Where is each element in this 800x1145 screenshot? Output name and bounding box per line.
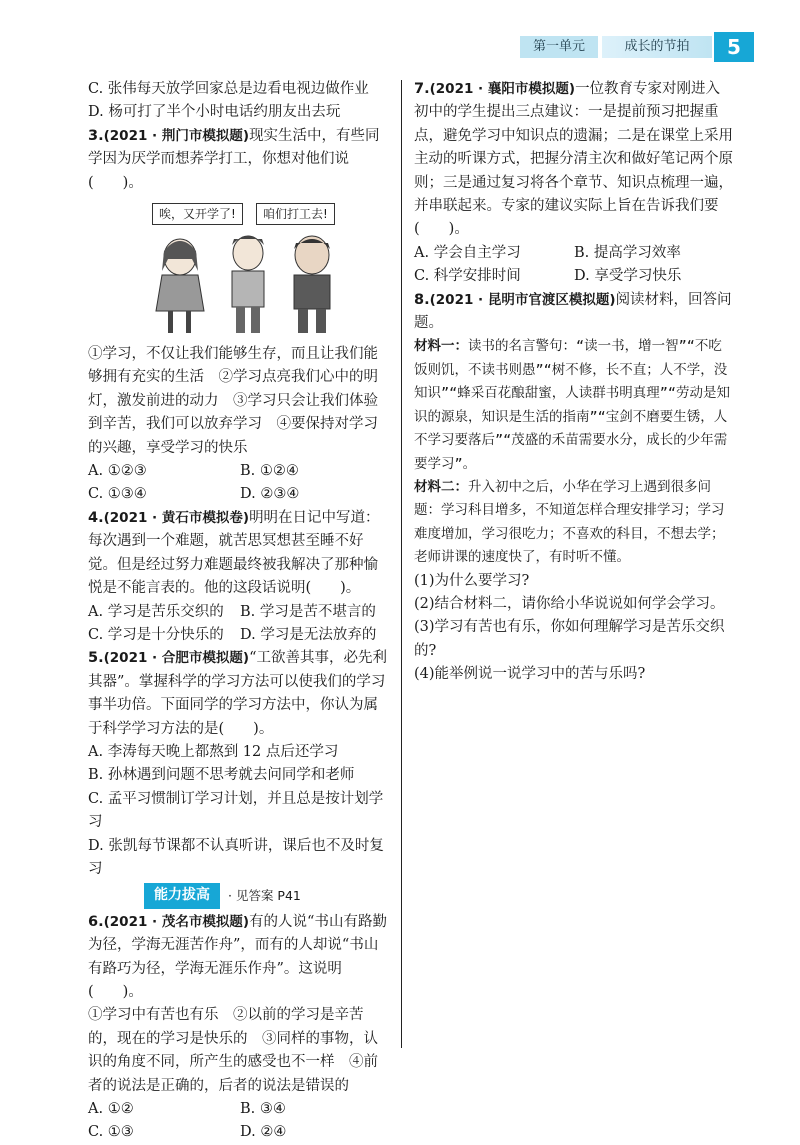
q2-option-d: D. 杨可打了半个小时电话约朋友出去玩 [88, 104, 341, 121]
material-1-text: 读书的名言警句：“读一书，增一智”“不吃饭则饥，不读书则愚”“树不修，长不直；人不学，没知识”“蜂采百花酿甜蜜，人读群书明真理”“劳动是知识的源泉，知识是生活的指南”“宝剑不磨要生锈，人不学习要落后”“茂盛的禾苗需要水分，成长的少年需要学习”。 [414, 338, 731, 472]
q5-stem: “工欲善其事，必先利其器”。掌握科学的学习方法可以使我们的学习事半功倍。下面同学的学习方法中，你认为属于科学学习方法的是( )。 [88, 650, 387, 737]
speech-bubble-1: 唉，又开学了! [152, 203, 243, 225]
q5-number: 5. [88, 650, 104, 667]
material-2 [414, 476, 734, 570]
q5-option-b: B. 孙林遇到问题不思考就去问同学和老师 [88, 767, 355, 784]
q3-illustration [118, 199, 368, 339]
section-header [88, 883, 392, 908]
q6-statements: ①学习中有苦也有乐 ②以前的学习是辛苦的，现在的学习是快乐的 ③同样的事物，认识的角度不同，所产生的感受也不一样 ④前者的说法是正确的，后者的说法是错误的 [88, 1007, 378, 1094]
right-column [414, 78, 734, 687]
q3-number: 3. [88, 127, 104, 144]
question-7 [414, 78, 734, 289]
q8-source: (2021 · 昆明市官渡区模拟题) [429, 291, 616, 308]
q3-option-a: A. ①②③ [88, 463, 147, 480]
q8-number: 8. [414, 291, 430, 308]
q7-stem: 一位教育专家对刚进入初中的学生提出三点建议：一是提前预习把握重点，避免学习中知识点的遗漏；二是在课堂上采用主动的听课方式，把握分清主次和做好笔记两个原则；三是通过复习将各个章节、知识点梳理一遍，并串联起来。专家的建议实际上旨在告诉我们要( )。 [414, 81, 733, 238]
q7-number: 7. [414, 81, 430, 97]
girl-figure [156, 239, 204, 333]
q3-option-d: D. ②③④ [240, 486, 300, 503]
speech-bubble-2: 咱们打工去! [256, 203, 335, 225]
q3-statements: ①学习，不仅让我们能够生存，而且让我们能够拥有充实的生活 ②学习点亮我们心中的明灯，激发前进的动力 ③学习只会让我们体验到辛苦，我们可以放弃学习 ④要保持对学习的兴趣，享受学习的快乐 [88, 346, 378, 456]
q4-stem: 明明在日记中写道：每次遇到一个难题，就苦思冥想甚至睡不好觉。但是经过努力难题最终被我解决了那种愉悦是不能言表的。他的这段话说明( )。 [88, 509, 380, 597]
q4-source: (2021 · 黄石市模拟卷) [103, 509, 250, 526]
q7-source: (2021 · 襄阳市模拟题) [429, 81, 576, 97]
page-header [520, 30, 760, 62]
students-cartoon [118, 199, 368, 339]
material-1 [414, 335, 734, 475]
material-2-label: 材料二： [414, 478, 468, 495]
q4-option-b: B. 学习是苦不堪言的 [240, 603, 376, 620]
q8-sub-3: (3)学习有苦也有乐，你如何理解学习是苦乐交织的? [414, 619, 725, 659]
q6-source: (2021 · 茂名市模拟题) [103, 913, 250, 930]
q2-option-c: C. 张伟每天放学回家总是边看电视边做作业 [88, 81, 369, 97]
question-8 [414, 289, 734, 687]
q4-option-a: A. 学习是苦乐交织的 [88, 603, 224, 620]
q3-source: (2021 · 荆门市模拟题) [103, 127, 250, 144]
question-5 [88, 647, 392, 881]
q8-sub-4: (4)能举例说一说学习中的苦与乐吗? [414, 666, 646, 683]
q5-option-c: C. 孟平习惯制订学习计划，并且总是按计划学习 [88, 790, 384, 831]
q3-option-b: B. ①②④ [240, 463, 299, 480]
question-6 [88, 911, 392, 1145]
q4-option-c: C. 学习是十分快乐的 [88, 626, 224, 643]
section-title: 能力拔高 [144, 883, 220, 908]
chapter-label: 成长的节拍 [602, 36, 712, 58]
q6-option-a: A. ①② [88, 1101, 134, 1118]
page-number: 5 [714, 32, 754, 62]
q8-stem: 阅读材料，回答问题。 [414, 291, 732, 332]
q3-stem: 现实生活中，有些同学因为厌学而想荞学打工，你想对他们说( )。 [88, 127, 380, 191]
q5-option-d: D. 张凯每节课都不认真听讲，课后也不及时复习 [88, 837, 384, 877]
q5-source: (2021 · 合肥市模拟题) [103, 650, 250, 667]
q5-option-a: A. 李涛每天晚上都熬到 12 点后还学习 [88, 743, 339, 760]
material-2-text: 升入初中之后，小华在学习上遇到很多问题：学习科目增多，不知道怎样合理安排学习；学习难度增加，学习很吃力；不喜欢的科目，不想去学；老师讲课的速度快了，有时听不懂。 [414, 478, 725, 566]
q4-option-d: D. 学习是无法放弃的 [240, 626, 377, 643]
column-divider [401, 80, 402, 1048]
material-1-label: 材料一： [414, 338, 468, 355]
q7-option-d: D. 享受学习快乐 [574, 268, 682, 285]
right-boy-figure [294, 236, 330, 333]
q6-stem: 有的人说“书山有路勤为径，学海无涯苦作舟”，而有的人却说“书山有路巧为径，学海无涯乐作舟”。这说明( )。 [88, 913, 387, 1000]
question-3 [88, 125, 392, 507]
left-column [88, 78, 392, 1145]
middle-boy-figure [232, 236, 264, 333]
q6-option-b: B. ③④ [240, 1101, 286, 1118]
q7-option-a: A. 学会自主学习 [414, 244, 521, 261]
q8-sub-1: (1)为什么要学习? [414, 572, 530, 589]
question-4 [88, 507, 392, 647]
q3-option-c: C. ①③④ [88, 486, 147, 503]
answer-reference: · 见答案 P41 [228, 888, 301, 904]
unit-label: 第一单元 [520, 36, 598, 58]
q6-option-d: D. ②④ [240, 1124, 287, 1141]
q8-sub-2: (2)结合材料二，请你给小华说说如何学会学习。 [414, 595, 725, 612]
q7-option-c: C. 科学安排时间 [414, 268, 521, 285]
q6-option-c: C. ①③ [88, 1124, 134, 1141]
q6-number: 6. [88, 913, 104, 930]
q4-number: 4. [88, 509, 104, 526]
q7-option-b: B. 提高学习效率 [574, 244, 681, 261]
